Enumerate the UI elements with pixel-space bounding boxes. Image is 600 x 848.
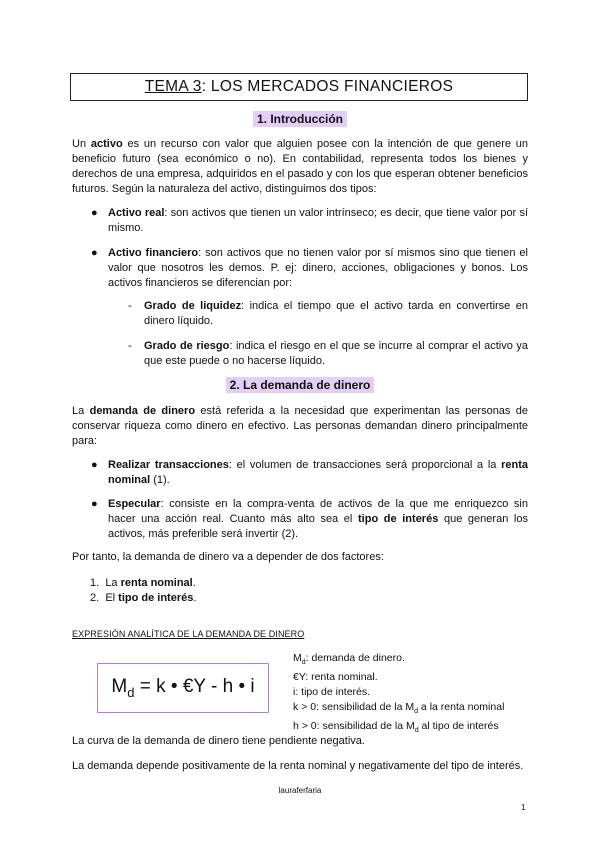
demand-intro-paragraph: La demanda de dinero está referida a la necesidad que experimentan las personas de conservar riqueza como dinero en efectivo. Las personas demandan dinero principalmente para: xyxy=(72,405,529,447)
bullet-dot: ● xyxy=(91,498,98,510)
factor-item-1: 1. La renta nominal. xyxy=(90,577,196,589)
legend-line: k > 0: sensibilidad de la $M_d$ a la renta nominal xyxy=(293,701,505,716)
bullet-activo-financiero: Activo financiero: son activos que no tienen valor por sí mismos sino que tienen el valor que nosotros les demos. P. ej: dinero, acciones, obligaciones y bonos. Los activos financieros se diferencian por: xyxy=(108,247,528,289)
title-rest: : LOS MERCADOS FINANCIEROS xyxy=(201,78,454,95)
footer-author: lauraferfaria xyxy=(278,786,322,795)
title-prefix: TEMA 3 xyxy=(144,78,202,95)
bullet-dot: ● xyxy=(91,207,98,219)
sub-bullet-riesgo: Grado de riesgo: indica el riesgo en el que se incurre al comprar el activo ya que este puede o no hacerse líquido. xyxy=(144,340,528,367)
expression-header: EXPRESIÓN ANALÍTICA DE LA DEMANDA DE DINERO xyxy=(72,629,305,639)
formula: $M_d = k$ • €Y - h • i xyxy=(111,676,255,700)
factors-intro: Por tanto, la demanda de dinero va a depender de dos factores: xyxy=(72,551,384,563)
bullet-transacciones: Realizar transacciones: el volumen de transacciones será proporcional a la renta nominal (1). xyxy=(108,459,528,486)
section-heading-1: 1. Introducción xyxy=(0,110,600,130)
sub-bullet-liquidez: Grado de liquidez: indica el tiempo que el activo tarda en convertirse en dinero líquido. xyxy=(144,300,528,327)
intro-paragraph: Un activo es un recurso con valor que alguien posee con la intención de que genere un beneficio futuro (sea económico o no). En contabilidad, representa todos los bienes y derechos de una empresa, adquiridos en el pasado y con los que esperan obtener beneficios futuros. Según la naturaleza del activo, distinguimos dos tipos: xyxy=(72,138,529,195)
bullet-especular: Especular: consiste en la compra-venta de activos de la que me enriquezco sin hacer una acción real. Cuanto más alto sea el tipo de interés que generan los activos, más preferible será invertir (2). xyxy=(108,498,528,540)
formula-box xyxy=(97,663,269,713)
factor-item-2: 2. El tipo de interés. xyxy=(90,592,197,604)
page-title xyxy=(70,73,528,101)
page-number: 1 xyxy=(521,803,526,812)
bullet-dot: ● xyxy=(91,459,98,471)
bullet-dot: ● xyxy=(91,247,98,259)
section-heading-2: 2. La demanda de dinero xyxy=(0,376,600,396)
formula-legend xyxy=(293,651,504,738)
sub-bullet-dash: - xyxy=(128,300,132,312)
legend-line: h > 0: sensibilidad de la $M_d$ al tipo de interés xyxy=(293,720,499,735)
closing-line-2: La demanda depende positivamente de la renta nominal y negativamente del tipo de interés. xyxy=(72,760,524,772)
closing-line-1: La curva de la demanda de dinero tiene pendiente negativa. xyxy=(72,735,365,747)
legend-line: $M_d$: demanda de dinero. xyxy=(293,652,405,667)
legend-line: €Y: renta nominal. xyxy=(293,671,378,684)
legend-line: i: tipo de interés. xyxy=(293,686,371,699)
sub-bullet-dash: - xyxy=(128,340,132,352)
bullet-activo-real: Activo real: son activos que tienen un valor intrínseco; es decir, que tiene valor por sí mismo. xyxy=(108,207,528,234)
